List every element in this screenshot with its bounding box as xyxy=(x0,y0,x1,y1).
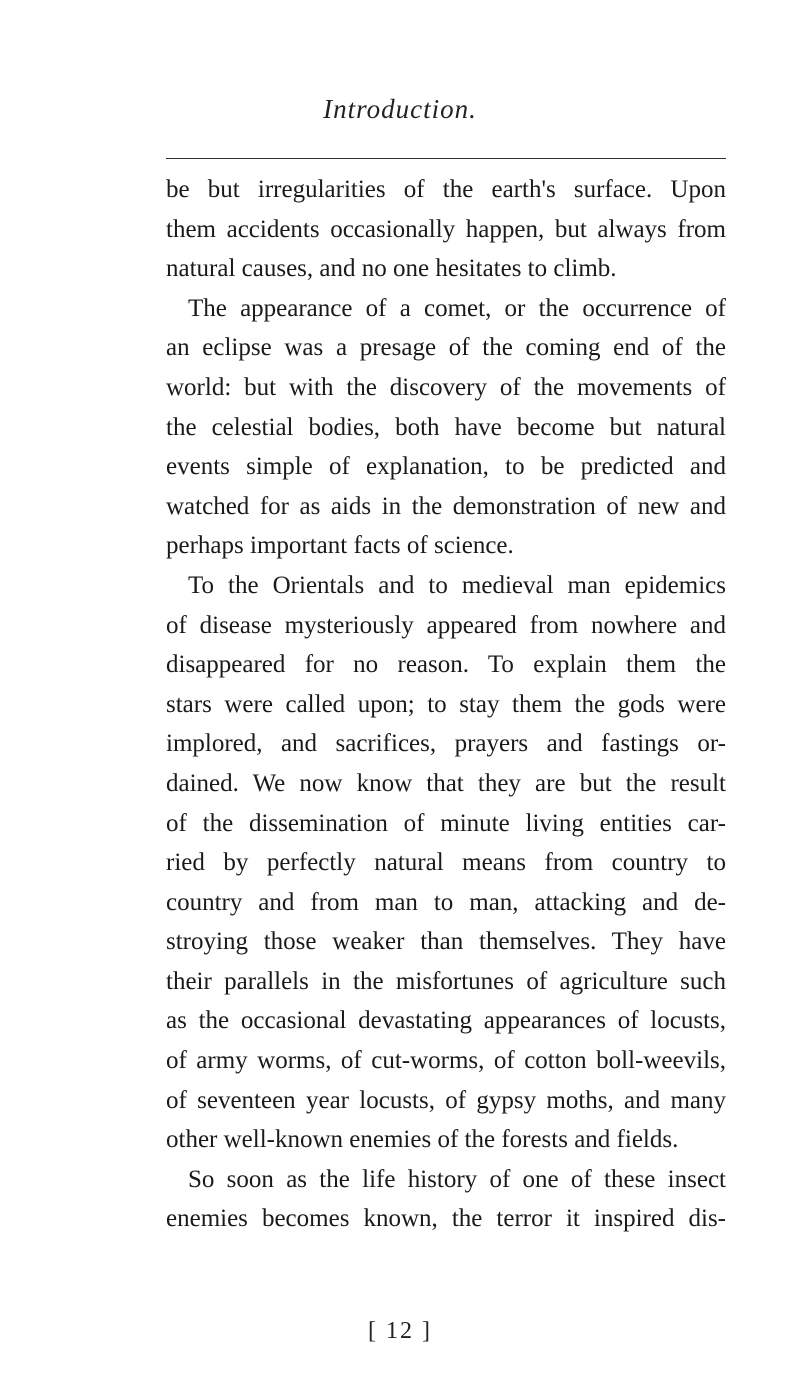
text-line: events simple of explanation, to be predicted and xyxy=(166,453,726,481)
text-line: stars were called upon; to stay them the gods were xyxy=(166,690,726,718)
text-line: dained. We now know that they are but the result xyxy=(166,769,726,797)
text-line: them accidents occasionally happen, but always from xyxy=(166,215,726,243)
text-line: enemies becomes known, the terror it inspired dis- xyxy=(166,1205,726,1233)
text-line: the celestial bodies, both have become but natural xyxy=(166,413,726,441)
text-line: their parallels in the misfortunes of agriculture such xyxy=(166,967,726,995)
text-line: be but irregularities of the earth's surface. Upon xyxy=(166,176,726,203)
text-line: an eclipse was a presage of the coming end of the xyxy=(166,334,726,362)
text-line: of army worms, of cut-worms, of cotton boll-weevils, xyxy=(166,1047,726,1075)
text-line: perhaps important facts of science. xyxy=(166,532,514,560)
text-line: of seventeen year locusts, of gypsy moths, and many xyxy=(166,1086,726,1114)
text-line: The appearance of a comet, or the occurrence of xyxy=(188,294,726,322)
running-head: Introduction. xyxy=(323,94,477,124)
text-line: To the Orientals and to medieval man epidemics xyxy=(188,571,726,599)
text-line: of the dissemination of minute living entities car- xyxy=(166,809,726,837)
text-line: stroying those weaker than themselves. They have xyxy=(166,928,726,956)
text-line: of disease mysteriously appeared from nowhere and xyxy=(166,611,726,639)
text-line: implored, and sacrifices, prayers and fastings or- xyxy=(166,730,726,758)
page-number: [ 12 ] xyxy=(368,1318,432,1344)
header-rule xyxy=(166,158,726,159)
text-line: watched for as aids in the demonstration of new and xyxy=(166,492,726,520)
text-line: country and from man to man, attacking and de- xyxy=(166,888,726,916)
text-line: natural causes, and no one hesitates to climb. xyxy=(166,255,617,283)
text-line: world: but with the discovery of the movements of xyxy=(166,373,726,401)
text-line: disappeared for no reason. To explain them the xyxy=(166,651,726,679)
text-line: So soon as the life history of one of these insect xyxy=(188,1165,726,1193)
text-line: other well-known enemies of the forests and fields. xyxy=(166,1126,679,1154)
body-text xyxy=(166,170,726,1239)
text-line: ried by perfectly natural means from country to xyxy=(166,849,726,877)
text-line: as the occasional devastating appearances of locusts, xyxy=(166,1007,726,1035)
